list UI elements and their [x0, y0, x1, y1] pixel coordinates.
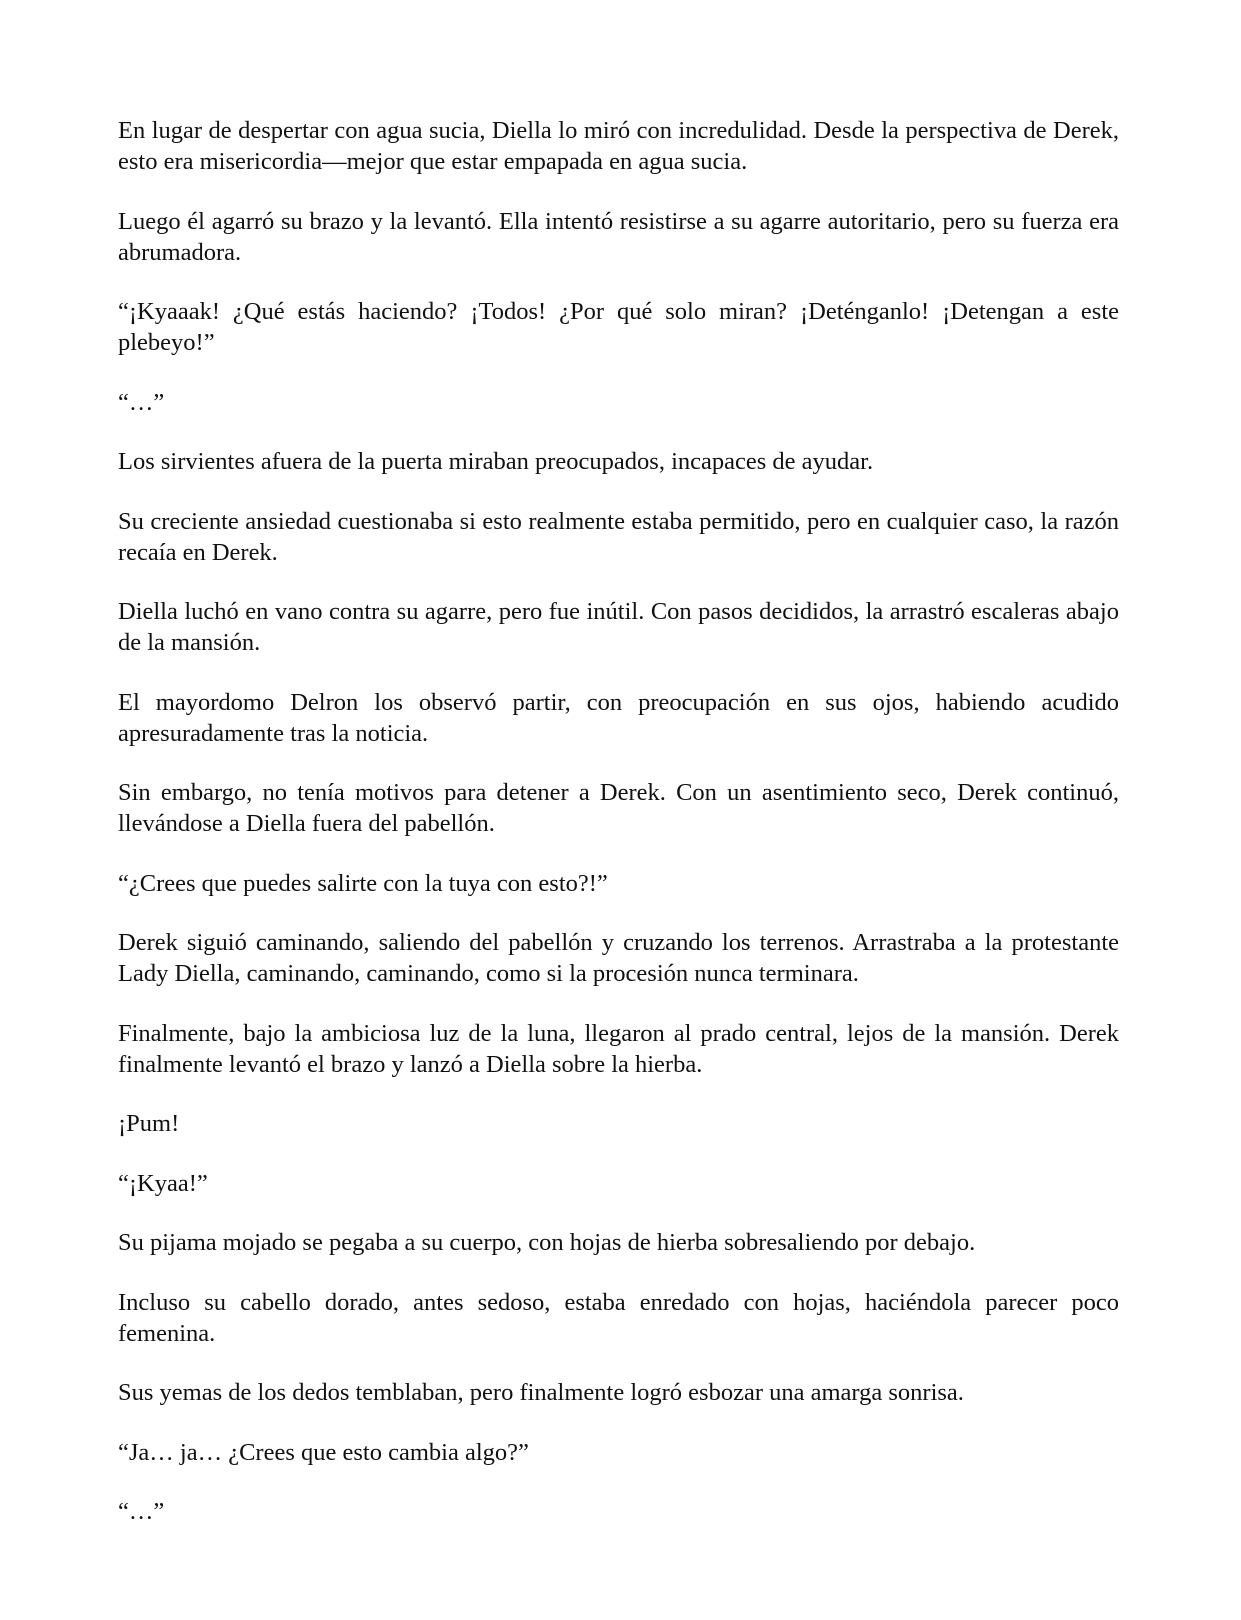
paragraph: Su creciente ansiedad cuestionaba si esto realmente estaba permitido, pero en cualquier caso, la razón recaía en Derek.: [118, 507, 1119, 566]
paragraph: Su pijama mojado se pegaba a su cuerpo, con hojas de hierba sobresaliendo por debajo.: [118, 1229, 976, 1256]
paragraph: “Ja… ja… ¿Crees que esto cambia algo?”: [118, 1438, 529, 1466]
paragraph: Finalmente, bajo la ambiciosa luz de la luna, llegaron al prado central, lejos de la mansión. Derek finalmente levantó el brazo y lanzó a Diella sobre la hierba.: [118, 1019, 1119, 1078]
paragraph: El mayordomo Delron los observó partir, con preocupación en sus ojos, habiendo acudido apresuradamente tras la noticia.: [118, 688, 1119, 747]
paragraph: Sin embargo, no tenía motivos para detener a Derek. Con un asentimiento seco, Derek continuó, llevándose a Diella fuera del pabellón.: [118, 779, 1119, 837]
paragraph: “¡Kyaaak! ¿Qué estás haciendo? ¡Todos! ¿Por qué solo miran? ¡Deténganlo! ¡Detengan a este plebeyo!”: [118, 298, 1119, 356]
paragraph: “…”: [118, 388, 165, 416]
paragraph: Diella luchó en vano contra su agarre, pero fue inútil. Con pasos decididos, la arrastró escaleras abajo de la mansión.: [118, 598, 1119, 656]
paragraph: ¡Pum!: [118, 1110, 180, 1137]
paragraph: Incluso su cabello dorado, antes sedoso, estaba enredado con hojas, haciéndola parecer poco femenina.: [118, 1288, 1119, 1347]
document-body: [118, 115, 1119, 1527]
paragraph: Los sirvientes afuera de la puerta miraban preocupados, incapaces de ayudar.: [118, 448, 874, 475]
paragraph: “¡Kyaa!”: [118, 1169, 208, 1197]
paragraph: “…”: [118, 1498, 165, 1525]
paragraph: “¿Crees que puedes salirte con la tuya con esto?!”: [118, 869, 608, 897]
paragraph: En lugar de despertar con agua sucia, Diella lo miró con incredulidad. Desde la perspectiva de Derek, esto era misericordia—mejor que estar empapada en agua sucia.: [118, 117, 1119, 175]
paragraph: Derek siguió caminando, saliendo del pabellón y cruzando los terrenos. Arrastraba a la protestante Lady Diella, caminando, caminando, como si la procesión nunca terminara.: [118, 929, 1119, 987]
paragraph: Luego él agarró su brazo y la levantó. Ella intentó resistirse a su agarre autoritario, pero su fuerza era abrumadora.: [118, 207, 1119, 266]
paragraph: Sus yemas de los dedos temblaban, pero finalmente logró esbozar una amarga sonrisa.: [118, 1379, 964, 1406]
